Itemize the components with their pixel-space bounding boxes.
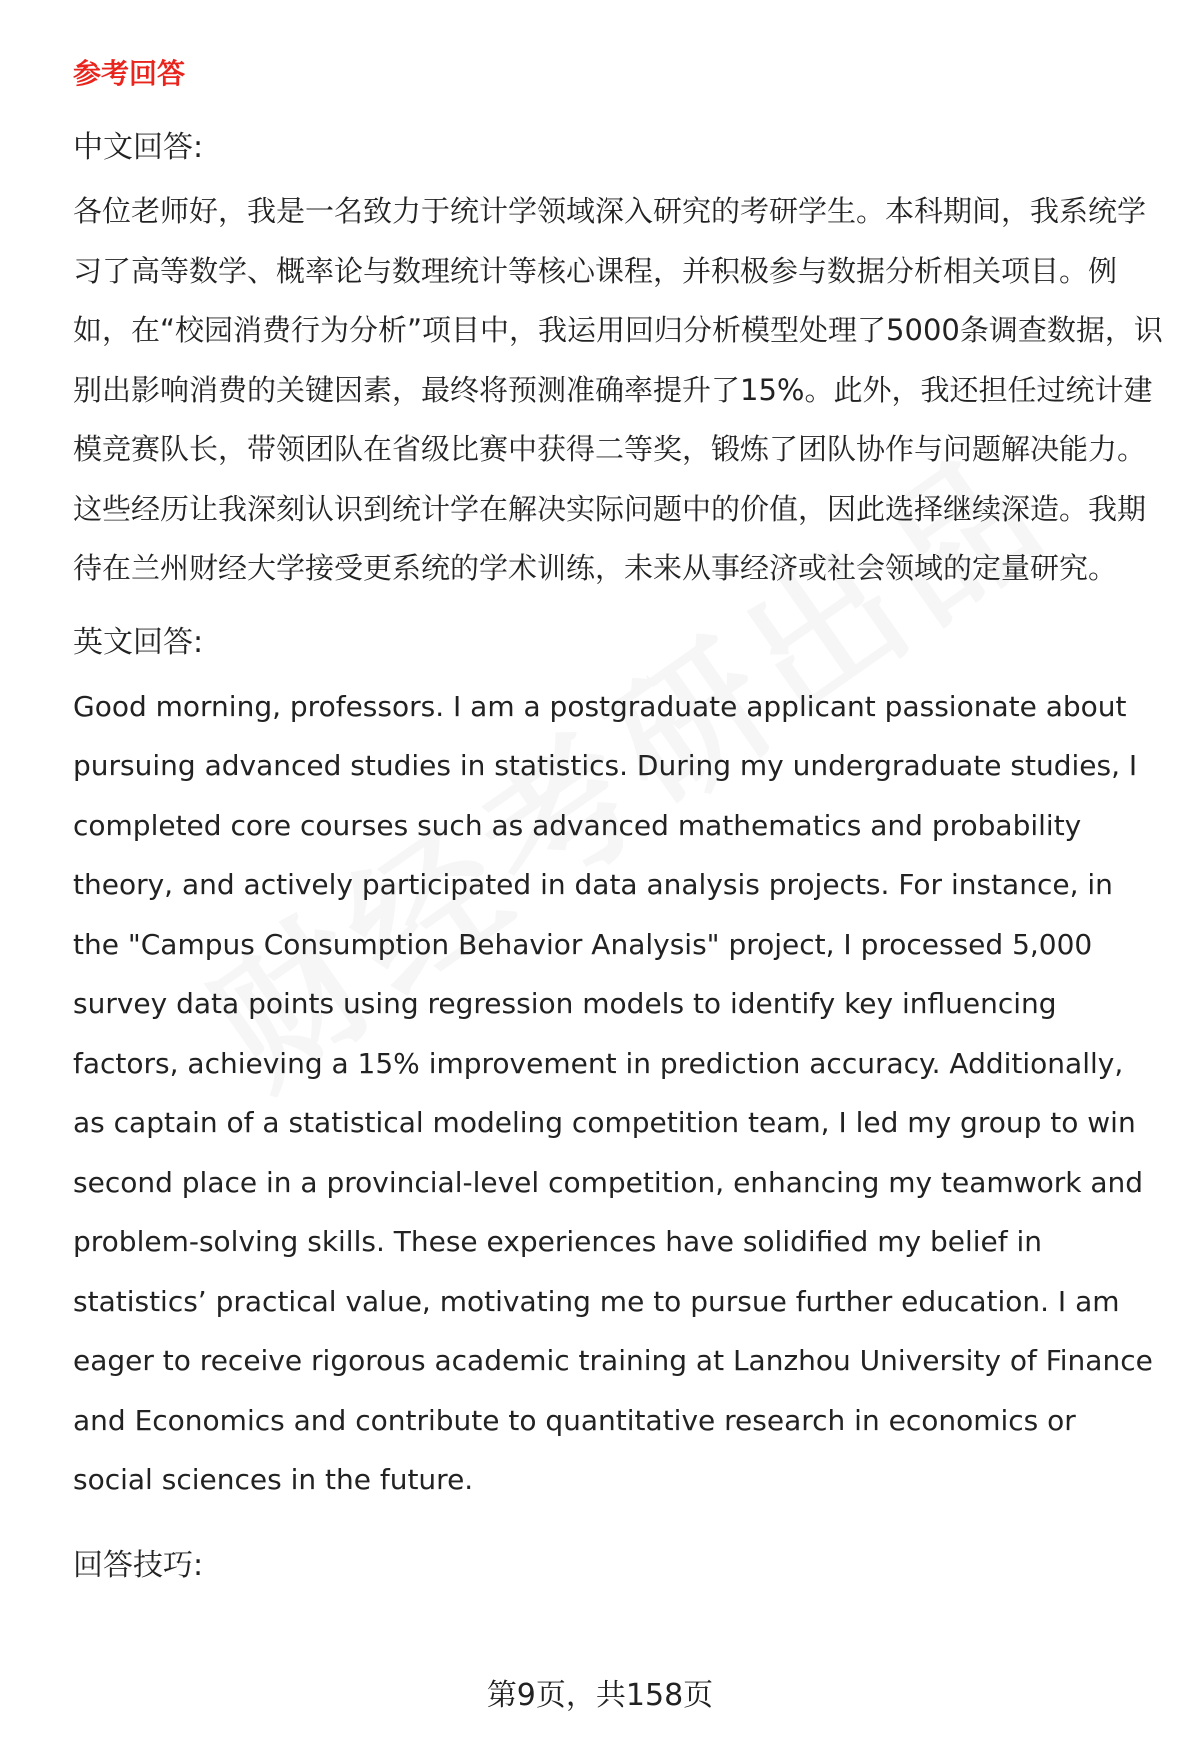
document-page <box>73 54 1163 1600</box>
reference-answer-title: 参考回答 <box>73 57 186 90</box>
page-indicator: 第9页，共158页 <box>486 1678 714 1713</box>
english-answer-section <box>73 621 1163 1510</box>
chinese-answer-body: 各位老师好，我是一名致力于统计学领域深入研究的考研学生。本科期间，我系统学习了高等数学、概率论与数理统计等核心课程，并积极参与数据分析相关项目。例如，在“校园消费行为分析”项目中，我运用回归分析模型处理了5000条调查数据，识别出影响消费的关键因素，最终将预测准确率提升了15%。此外，我还担任过统计建模竞赛队长，带领团队在省级比赛中获得二等奖，锻炼了团队协作与问题解决能力。这些经历让我深刻认识到统计学在解决实际问题中的价值，因此选择继续深造。我期待在兰州财经大学接受更系统的学术训练，未来从事经济或社会领域的定量研究。 <box>73 194 1163 585</box>
tips-section <box>73 1544 1163 1588</box>
chinese-answer-section <box>73 126 1163 599</box>
chinese-answer-label: 中文回答: <box>73 130 204 165</box>
english-answer-label: 英文回答: <box>73 624 204 660</box>
english-answer-body: Good morning, professors. I am a postgraduate applicant passionate about pursuing advanced studies in statistics. During my undergraduate studies, I completed core courses such as advanced mathematics and probability theory, and actively participated in data analysis projects. For instance, in the "Campus Consumption Behavior Analysis" project, I processed 5,000 survey data points using regression models to identify key influencing factors, achieving a 15% improvement in prediction accuracy. Additionally, as captain of a statistical modeling competition team, I led my group to win second place in a provincial-level competition, enhancing my teamwork and problem-solving skills. These experiences have solidified my belief in statistics’ practical value, motivating me to pursue further education. I am eager to receive rigorous academic training at Lanzhou University of Finance and Economics and contribute to quantitative research in economics or social sciences in the future. <box>73 689 1153 1496</box>
tips-label: 回答技巧: <box>73 1547 204 1583</box>
